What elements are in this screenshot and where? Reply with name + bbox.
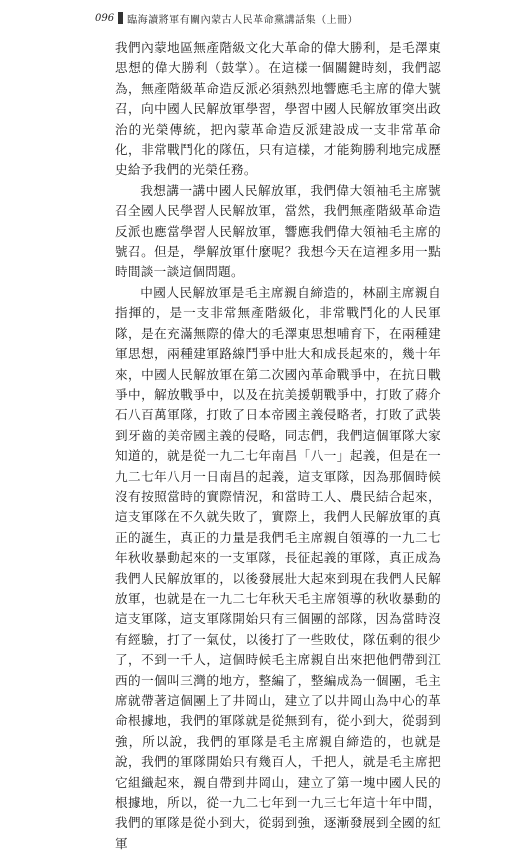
paragraph: 我想講一講中國人民解放軍，我們偉大領袖毛主席號召全國人民學習人民解放軍，當然，我們無產階級革命造反派也應當學習人民解放軍，響應我們偉大領袖毛主席的號召。但是，學解放軍什麼呢？我想今天在這裡多用一點時間談一談這個問題。 [115, 182, 441, 280]
header-separator-mark [118, 12, 123, 24]
paragraph: 中國人民解放軍是毛主席親自締造的，林副主席親自指揮的，是一支非常無產階級化，非常戰鬥化的人民軍隊，是在充滿無際的偉大的毛澤東思想哺育下，在兩種建軍思想，兩種建軍路線鬥爭中壯大和成長起來的，幾十年來，中國人民解放軍在第二次國內革命戰爭中，在抗日戰爭中，解放戰爭中，以及在抗美援朝戰爭中，打敗了蔣介石八百萬軍隊，打敗了日本帝國主義侵略者，打敗了武裝到牙齒的美帝國主義的侵略，同志們，我們這個軍隊大家知道的，就是從一九二七年南昌「八一」起義，但是在一九二七年八月一日南昌的起義，這支軍隊，因為那個時候沒有按照當時的實際情況，和當時工人、農民結合起來，這支軍隊在不久就失敗了，實際上，我們人民解放軍的真正的誕生，真正的力量是我們毛主席親自領導的一九二七年秋收暴動起來的一支軍隊，長征起義的軍隊，真正成為我們人民解放軍的，以後發展壯大起來到現在我們人民解放軍，也就是在一九二七年秋天毛主席領導的秋收暴動的這支軍隊，這支軍隊開始只有三個團的部隊，因為當時沒有經驗，打了一氣仗，以後打了一些敗仗，隊伍剩的很少了，不到一千人，這個時候毛主席親自出來把他們帶到江西的一個叫三灣的地方，整編了，整編成為一個團，毛主席就帶著這個團上了井岡山，建立了以井岡山為中心的革命根據地，我們的軍隊就是從無到有，從小到大，從弱到強，所以說，我們的軍隊是毛主席親自締造的，也就是說，我們的軍隊開始只有幾百人，千把人，就是毛主席把它組織起來，親自帶到井岡山，建立了第一塊中國人民的根據地，所以，從一九二七年到一九三七年這十年中間，我們的軍隊是從小到大，從弱到強，逐漸發展到全國的紅軍 [115, 284, 441, 851]
paragraph: 我們內蒙地區無產階級文化大革命的偉大勝利，是毛澤東思想的偉大勝利（鼓掌）。在這樣一個關鍵時刻，我們認為，無產階級革命造反派必須熱烈地響應毛主席的偉大號召，向中國人民解放軍學習，學習中國人民解放軍突出政治的光榮傳統，把內蒙革命造反派建設成一支非常革命化，非常戰鬥化的隊伍，只有這樣，才能夠勝利地完成歷史給予我們的光榮任務。 [115, 40, 441, 178]
running-header [95, 10, 425, 26]
page-number: 096 [95, 12, 115, 24]
body-text [115, 38, 441, 854]
book-title: 臨海讀將軍有關內蒙古人民革命黨講話集（上冊） [127, 14, 359, 26]
